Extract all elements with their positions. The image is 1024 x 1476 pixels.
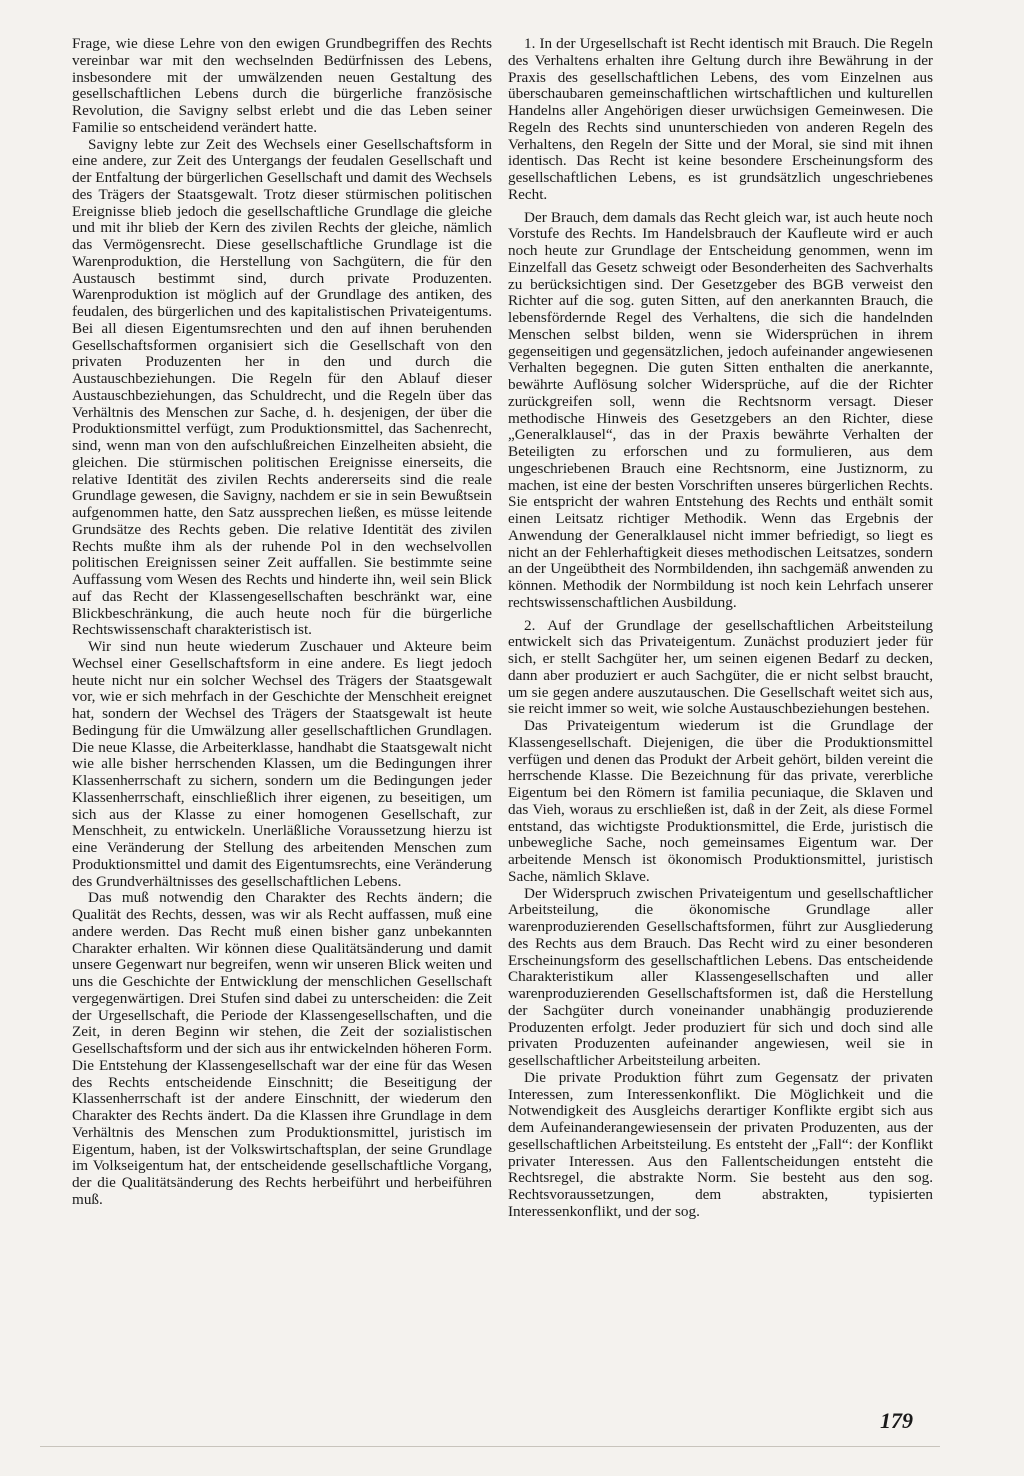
paragraph: Der Widerspruch zwischen Privateigentum und gesellschaftlicher Arbeitsteilung, die ökonomische Grundlage aller warenproduzierenden Gesellschaftsformen, führt zur Ausgliederung des Rechts aus dem Brauch. Das Recht wird zu einer besonderen Erscheinungsform des gesellschaftlichen Lebens. Das entscheidende Charakteristikum aller Klassengesellschaften und aller warenproduzierenden Gesellschaftsformen ist, daß die Herstellung der Sachgüter durch voneinander unabhängig produzierende Produzenten erfolgt. Jeder produziert für sich und doch sind alle privaten Produzenten aufeinander angewiesen, weil sie in gesellschaftlicher Arbeitsteilung arbeiten. <box>508 884 933 1069</box>
paragraph: Der Brauch, dem damals das Recht gleich war, ist auch heute noch Vorstufe des Rechts. Im Handelsbrauch der Kaufleute wird er auch noch heute zur Grundlage der Entscheidung genommen, wenn im Einzelfall das Gesetz schweigt oder Besonderheiten des Sachverhalts zu berücksichtigen sind. Der Gesetzgeber des BGB verweist den Richter auf die sog. guten Sitten, auf den anerkannten Brauch, die lebensfördernde Regel des Verhaltens, die sich die handelnden Menschen selbst bilden, wenn sie Widersprüchen in ihrem gegenseitigen und gegensätzlichen, jedoch aufeinander angewiesenen Verhalten begegnen. Die guten Sitten enthalten die anerkannte, bewährte Auflösung solcher Widersprüche, auf die der Richter zurückgreifen soll, wenn die Rechtsnorm versagt. Dieser methodische Hinweis des Gesetzgebers an den Richter, diese „Generalklausel“, das in der Praxis bewährte Verhalten der Beteiligten zu erforschen und zu formulieren, aus dem ungeschriebenen Brauch eine Rechtsnorm, eine Justiznorm, zu machen, ist eine der besten Vorschriften unseres bürgerlichen Rechts. Sie entspricht der wahren Entstehung des Rechts und enthält somit einen Leitsatz richtiger Methodik. Wenn das Ergebnis der Anwendung der Generalklausel nicht immer befriedigt, so liegt es nicht an der Fehlerhaftigkeit dieses methodischen Leitsatzes, sondern an der Ungeübtheit des Normbildenden, ihn sachgemäß anwenden zu können. Methodik der Normbildung ist noch kein Lehrfach unserer rechtswissenschaftlichen Ausbildung. <box>508 208 933 611</box>
paragraph: Die private Produktion führt zum Gegensatz der privaten Interessen, zum Interessenkonflikt. Die Möglichkeit und die Notwendigkeit des Ausgleichs derartiger Konflikte ergibt sich aus dem Aufeinanderangewiesensein der privaten Produzenten, aus der gesellschaftlichen Arbeitsteilung. Es entsteht der „Fall“: der Konflikt privater Interessen. Aus den Fallentscheidungen entsteht die Rechtsregel, die abstrakte Norm. Sie besteht aus den sog. Rechtsvoraussetzungen, dem abstrakten, typisierten Interessenkonflikt, und der sog. <box>508 1068 933 1220</box>
left-text-column <box>72 36 492 1209</box>
paragraph: Frage, wie diese Lehre von den ewigen Grundbegriffen des Rechts vereinbar war mit den wechselnden Bedürfnissen des Lebens, insbesondere mit der umwälzenden neuen Gestaltung des gesellschaftlichen Lebens durch die bürgerliche französische Revolution, die Savigny selbst erlebt und die das Leben seiner Familie so entscheidend verändert hatte. <box>72 35 492 136</box>
paragraph: Savigny lebte zur Zeit des Wechsels einer Gesellschaftsform in eine andere, zur Zeit des Untergangs der feudalen Gesellschaft und der Entfaltung der bürgerlichen Gesellschaft und damit des Wechsels des Trägers der Staatsgewalt. Trotz dieser stürmischen politischen Ereignisse blieb jedoch die gesellschaftliche Grundlage die gleiche und mit ihr blieb der Kern des zivilen Rechts der gleiche, nämlich das Vermögensrecht. Diese gesellschaftliche Grundlage ist die Warenproduktion, die Herstellung von Sachgütern, die für den Austausch bestimmt sind, durch private Produzenten. Warenproduktion ist möglich auf der Grundlage des antiken, des feudalen, des bürgerlichen und des kapitalistischen Privateigentums. Bei all diesen Eigentumsrechten und den auf ihnen beruhenden Gesellschaftsformen organisiert sich die Gesellschaft von den privaten Produzenten her in den und durch die Austauschbeziehungen. Die Regeln für den Ablauf dieser Austauschbeziehungen, das Schuldrecht, und die Regeln über das Verhältnis des Menschen zur Sache, d. h. desjenigen, der über die Produktionsmittel verfügt, zum Produktionsmittel, das Sachenrecht, sind, wenn man von den aufschlußreichen Einzelheiten absieht, die gleichen. Die stürmischen politischen Ereignisse einerseits, die relative Identität des zivilen Rechts andererseits sind die reale Grundlage gewesen, die Savigny, nachdem er sie in sein Bewußtsein aufgenommen hatte, den Satz aussprechen ließen, es müsse leitende Grundsätze des Rechts geben. Die relative Identität des zivilen Rechts mußte ihm als der ruhende Pol in den wechselvollen politischen Ereignissen seiner Zeit auffallen. Sie bestimmte seine Auffassung vom Wesen des Rechts und hinderte ihn, weil sein Blick auf das Recht der Klassengesellschaften beschränkt war, eine Blickbeschränkung, die auch heute noch für die bürgerliche Rechtswissenschaft charakteristisch ist. <box>72 135 492 639</box>
paragraph: Das muß notwendig den Charakter des Rechts ändern; die Qualität des Rechts, dessen, was wir als Recht auffassen, muß eine andere werden. Das Recht muß einen bisher ganz unbekannten Charakter erhalten. Wir können diese Qualitätsänderung und damit unsere Gegenwart nur begreifen, wenn wir unseren Blick weiten und uns die Geschichte der Entwicklung der menschlichen Gesellschaft vergegenwärtigen. Drei Stufen sind dabei zu unterscheiden: die Zeit der Urgesellschaft, die Periode der Klassengesellschaften, und die Zeit, in deren Beginn wir stehen, die Zeit der sozialistischen Gesellschaftsform und der sich aus ihr entwickelnden höheren Form. Die Entstehung der Klassengesellschaft war der eine für das Wesen des Rechts entscheidende Einschnitt; die Beseitigung der Klassenherrschaft ist der andere Einschnitt, der wiederum den Charakter des Rechts ändert. Da die Klassen ihre Grundlage in dem Verhältnis des Menschen zum Produktionsmittel, juristisch im Eigentum, haben, ist der Volkswirtschaftsplan, der seine Grundlage im Volkseigentum hat, der entscheidende gesellschaftliche Vorgang, der die Qualitätsänderung des Rechts herbeiführt und herbeiführen muß. <box>72 889 492 1208</box>
paragraph: Das Privateigentum wiederum ist die Grundlage der Klassengesellschaft. Diejenigen, die über die Produktionsmittel verfügen und denen das Produkt der Arbeit gehört, bilden vereint die herrschende Klasse. Die Bezeichnung für das private, vererbliche Eigentum bei den Römern ist familia pecuniaque, die Sklaven und das Vieh, woraus zu erschließen ist, daß in der Zeit, als diese Formel entstand, das wichtigste Produktionsmittel, die Erde, juristisch die unbewegliche Sache, noch gemeinsames Eigentum war. Der arbeitende Mensch ist ökonomisch Produktionsmittel, juristisch Sache, nämlich Sklave. <box>508 717 933 885</box>
page-number: 179 <box>880 1408 913 1433</box>
bottom-rule <box>40 1446 940 1447</box>
right-text-column <box>508 36 933 1221</box>
paragraph: 1. In der Urgesellschaft ist Recht identisch mit Brauch. Die Regeln des Verhaltens erhalten ihre Geltung durch ihre Bewährung in der Praxis des gesellschaftlichen Lebens, des vom Einzelnen aus überschaubaren gemeinschaftlichen wirtschaftlichen und kulturellen Handelns aller Angehörigen dieser urwüchsigen Gemeinwesen. Die Regeln des Rechts sind ununterschieden von anderen Regeln des Verhaltens, den Regeln der Sitte und der Moral, sie sind mit ihnen identisch. Das Recht ist keine besondere Erscheinungsform des gesellschaftlichen Lebens, es ist grundsätzlich ungeschriebenes Recht. <box>508 35 933 203</box>
paragraph: 2. Auf der Grundlage der gesellschaftlichen Arbeitsteilung entwickelt sich das Privateigentum. Zunächst produziert jeder für sich, er stellt Sachgüter her, um seinen eigenen Bedarf zu decken, dann aber produziert er auch Sachgüter, die er nicht selbst braucht, um sie gegen andere auszutauschen. Die Gesellschaft weitet sich aus, sie reicht immer so weit, wie solche Austauschbeziehungen bestehen. <box>508 616 933 718</box>
paragraph: Wir sind nun heute wiederum Zuschauer und Akteure beim Wechsel einer Gesellschaftsform in eine andere. Es liegt jedoch heute nicht nur ein solcher Wechsel des Trägers der Staatsgewalt vor, wie er sich mehrfach in der Geschichte der Menschheit ereignet hat, sondern der Wechsel des Trägers der Staatsgewalt ist heute Bedingung für die Umwälzung aller gesellschaftlichen Grundlagen. Die neue Klasse, die Arbeiterklasse, handhabt die Staatsgewalt nicht wie alle bisher herrschenden Klassen, um die Bedingungen ihrer Klassenherrschaft zu sichern, sondern um die Bedingungen jeder Klassenherrschaft, einschließlich ihrer eigenen, zu beseitigen, um sich aus der Klasse zu einer homogenen Gesellschaft, zur Menschheit, zu entwickeln. Unerläßliche Voraussetzung hierzu ist eine Veränderung der Stellung des arbeitenden Menschen zum Produktionsmittel und damit des Eigentumsrechts, eine Veränderung des Grundverhältnisses des gesellschaftlichen Lebens. <box>72 638 492 890</box>
